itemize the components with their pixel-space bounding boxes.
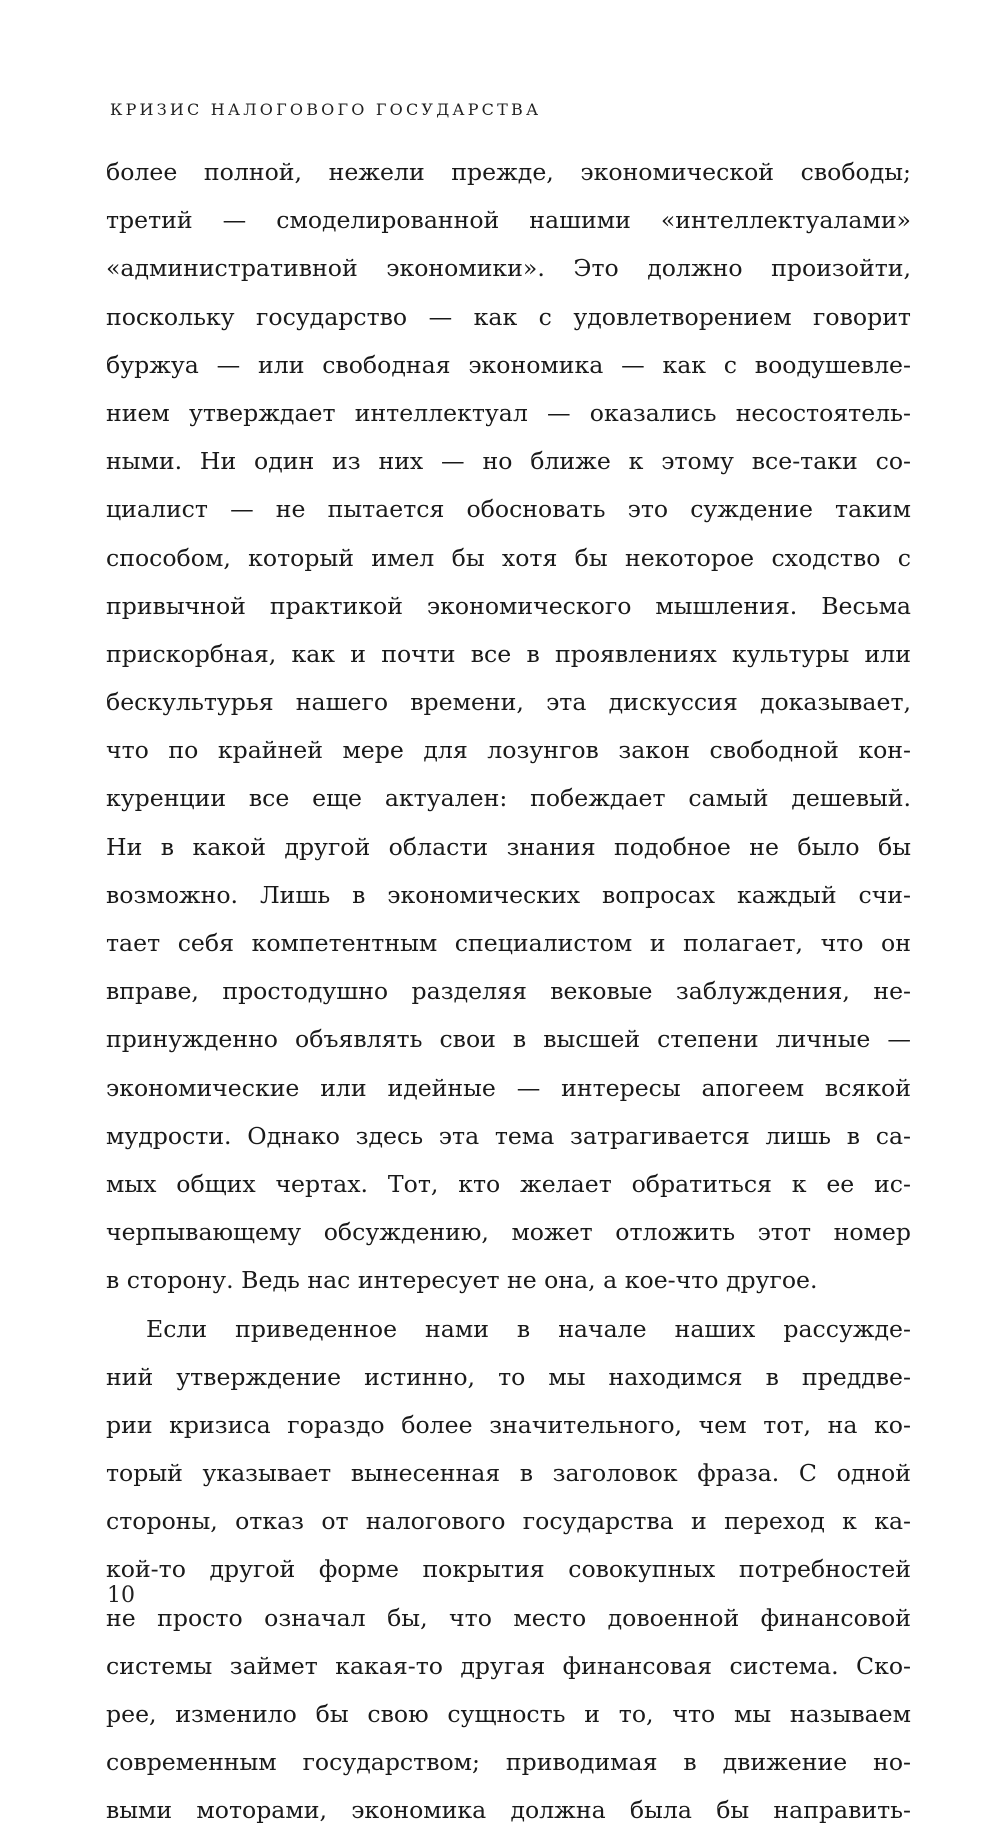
text-line: возможно. Лишь в экономических вопросах каждый счи- [106, 880, 911, 909]
text-line: в сторону. Ведь нас интересует не она, а кое-что другое. [106, 1266, 818, 1295]
text-line: современным государством; приводимая в движение но- [106, 1748, 911, 1777]
text-line: рее, изменило бы свою сущность и то, что мы называем [106, 1700, 911, 1728]
text-line: прискорбная, как и почти все в проявлениях культуры или [106, 639, 911, 668]
text-line: экономические или идейные — интересы апогеем всякой [106, 1073, 911, 1102]
text-line: нием утверждает интеллектуал — оказались несостоятель- [106, 398, 911, 427]
text-line: что по крайней мере для лозунгов закон свободной кон- [106, 736, 911, 765]
text-line: мудрости. Однако здесь эта тема затрагивается лишь в са- [106, 1121, 911, 1150]
text-line: циалист — не пытается обосновать это суждение таким [106, 495, 911, 524]
text-line: способом, который имел бы хотя бы некоторое сходство с [106, 543, 911, 572]
text-line: куренции все еще актуален: побеждает самый дешевый. [106, 784, 911, 813]
paragraph-1 [106, 148, 911, 1305]
text-line: выми моторами, экономика должна была бы направить- [106, 1796, 911, 1825]
text-line: Ни в какой другой области знания подобное не было бы [106, 832, 911, 861]
text-line: бескультурья нашего времени, эта дискуссия доказывает, [106, 688, 911, 717]
text-line: черпывающему обсуждению, может отложить этот номер [106, 1218, 911, 1247]
text-line: системы займет какая-то другая финансовая система. Ско- [106, 1651, 911, 1680]
text-line: буржуа — или свободная экономика — как с воодушевле- [106, 350, 911, 379]
text-line: тает себя компетентным специалистом и полагает, что он [106, 929, 911, 957]
text-line: поскольку государство — как с удовлетворением говорит [106, 302, 911, 331]
text-line: торый указывает вынесенная в заголовок фраза. С одной [106, 1459, 911, 1488]
text-line: ными. Ни один из них — но ближе к этому все-таки со- [106, 447, 911, 476]
text-line: не просто означал бы, что место довоенной финансовой [106, 1603, 911, 1632]
text-line: третий — смоделированной нашими «интеллектуалами» [106, 206, 911, 235]
text-line: вправе, простодушно разделяя вековые заблуждения, не- [106, 977, 911, 1006]
text-line: ний утверждение истинно, то мы находимся в преддве- [106, 1362, 911, 1391]
text-line: принужденно объявлять свои в высшей степени личные — [106, 1025, 911, 1054]
text-line: более полной, нежели прежде, экономической свободы; [106, 158, 911, 186]
text-line: рии кризиса гораздо более значительного, чем тот, на ко- [106, 1410, 911, 1439]
text-line: привычной практикой экономического мышления. Весьма [106, 591, 911, 620]
running-head: КРИЗИС НАЛОГОВОГО ГОСУДАРСТВА [110, 100, 542, 119]
text-line: мых общих чертах. Тот, кто желает обратиться к ее ис- [106, 1169, 911, 1198]
text-line: кой-то другой форме покрытия совокупных потребностей [106, 1555, 911, 1584]
text-line: Если приведенное нами в начале наших рассужде- [146, 1314, 911, 1343]
body-text [106, 148, 911, 1835]
page-number: 10 [107, 1583, 135, 1608]
text-line: стороны, отказ от налогового государства и переход к ка- [106, 1507, 911, 1536]
paragraph-2 [106, 1305, 911, 1835]
text-line: «административной экономики». Это должно произойти, [106, 254, 911, 283]
